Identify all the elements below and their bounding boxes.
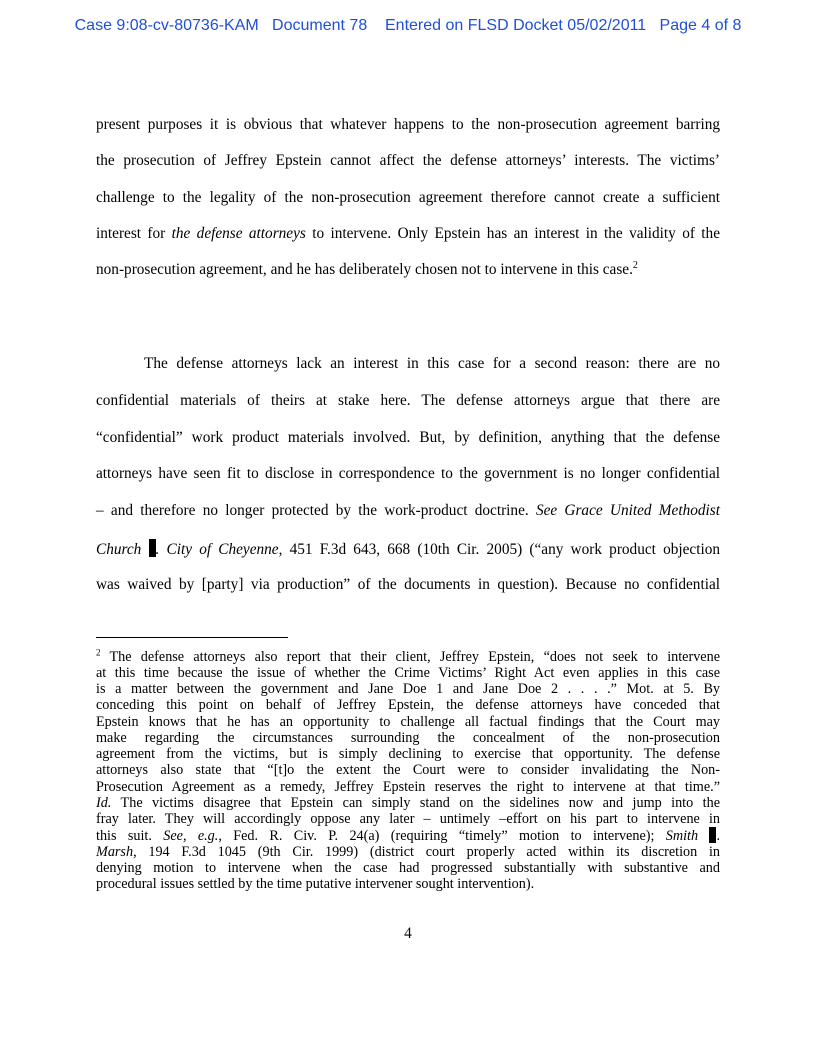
italic-text-run: Smith bbox=[665, 828, 699, 844]
italic-text-run: See Grace United Methodist bbox=[535, 502, 720, 519]
footnote-line: agreement from the victims, but is simply declining to exercise that opportunity. The defense bbox=[96, 746, 720, 762]
footnote-line: fray later. They will accordingly oppose any later – untimely –effort on his part to intervene in bbox=[96, 811, 720, 827]
text-run: , 451 F.3d 643, 668 (10th Cir. 2005) (“any work product objection bbox=[278, 541, 721, 558]
text-run: to intervene. Only Epstein has an interest in the validity of the bbox=[305, 225, 720, 242]
text-run: Fed. R. Civ. P. 24(a) (requiring “timely” motion to intervene); bbox=[221, 828, 666, 844]
text-run: , 194 F.3d 1045 (9th Cir. 1999) (district court properly acted within its discretion in bbox=[133, 844, 720, 860]
body-line bbox=[96, 225, 720, 243]
italic-text-run: the defense attorneys bbox=[171, 225, 306, 242]
footnote-line: conceding this point on behalf of Jeffrey Epstein, the defense attorneys have conceded that bbox=[96, 697, 720, 713]
text-run: interest for bbox=[96, 225, 172, 242]
footnote-line bbox=[96, 649, 720, 665]
text-run: The defense attorneys also report that their client, Jeffrey Epstein, “does not seek to intervene bbox=[100, 649, 720, 665]
italic-text-run: See, e.g., bbox=[163, 828, 222, 844]
footnote-line: Epstein knows that he has an opportunity to challenge all factual findings that the Court may bbox=[96, 714, 720, 730]
italic-text-run: Id. bbox=[96, 795, 112, 811]
footnote-line bbox=[96, 827, 720, 844]
footnote-line: denying motion to intervene when the case had progressed substantially with substantive and bbox=[96, 860, 720, 876]
text-run: this suit. bbox=[96, 828, 164, 844]
footnote-line: make regarding the circumstances surrounding the concealment of the non-prosecution bbox=[96, 730, 720, 746]
text-run: non-prosecution agreement, and he has deliberately chosen not to intervene in this case. bbox=[96, 261, 633, 278]
body-line: the prosecution of Jeffrey Epstein cannot affect the defense attorneys’ interests. The victims’ bbox=[96, 152, 720, 169]
body-line: challenge to the legality of the non-prosecution agreement therefore cannot create a sufficient bbox=[96, 189, 720, 206]
body-line bbox=[96, 261, 720, 279]
redaction-mark bbox=[149, 539, 156, 557]
footnote-line: at this time because the issue of whether the Crime Victims’ Right Act even applies in this case bbox=[96, 665, 720, 681]
body-line: was waived by [party] via production” of the documents in question). Because no confidential bbox=[96, 576, 720, 593]
footnote-line: Prosecution Agreement as a remedy, Jeffrey Epstein reserves the right to intervene at that time.” bbox=[96, 779, 720, 795]
italic-text-run: Marsh bbox=[96, 844, 134, 860]
footnote-marker: 2 bbox=[96, 647, 101, 658]
body-line bbox=[96, 539, 720, 559]
footnote-separator bbox=[96, 637, 288, 638]
footnote-line: procedural issues settled by the time putative intervener sought intervention). bbox=[96, 876, 535, 892]
text-run: . bbox=[716, 828, 720, 844]
footnote-line bbox=[96, 795, 720, 811]
footnote-line: is a matter between the government and Jane Doe 1 and Jane Doe 2 . . . .” Mot. at 5. By bbox=[96, 681, 720, 697]
text-run: The victims disagree that Epstein can simply stand on the sidelines now and jump into the bbox=[111, 795, 720, 811]
body-line: attorneys have seen fit to disclose in correspondence to the government is no longer confidential bbox=[96, 465, 720, 482]
body-line: present purposes it is obvious that whatever happens to the non-prosecution agreement barring bbox=[96, 116, 720, 133]
text-run: – and therefore no longer protected by the work-product doctrine. bbox=[96, 502, 536, 519]
footnote-line bbox=[96, 844, 720, 860]
body-line bbox=[96, 502, 720, 520]
footnote-reference[interactable]: 2 bbox=[632, 259, 638, 271]
footnote-line: attorneys also state that “[t]o the extent the Court were to consider invalidating the Non- bbox=[96, 762, 720, 778]
body-line: The defense attorneys lack an interest in this case for a second reason: there are no bbox=[144, 355, 720, 372]
body-line: “confidential” work product materials involved. But, by definition, anything that the defense bbox=[96, 429, 720, 446]
italic-text-run: Church bbox=[96, 541, 142, 558]
page-number: 4 bbox=[404, 925, 412, 942]
body-line: confidential materials of theirs at stake here. The defense attorneys argue that there are bbox=[96, 392, 720, 409]
italic-text-run: . City of Cheyenne bbox=[155, 541, 279, 558]
docket-header: Case 9:08-cv-80736-KAM Document 78 Entered on FLSD Docket 05/02/2011 Page 4 of 8 bbox=[74, 17, 742, 34]
